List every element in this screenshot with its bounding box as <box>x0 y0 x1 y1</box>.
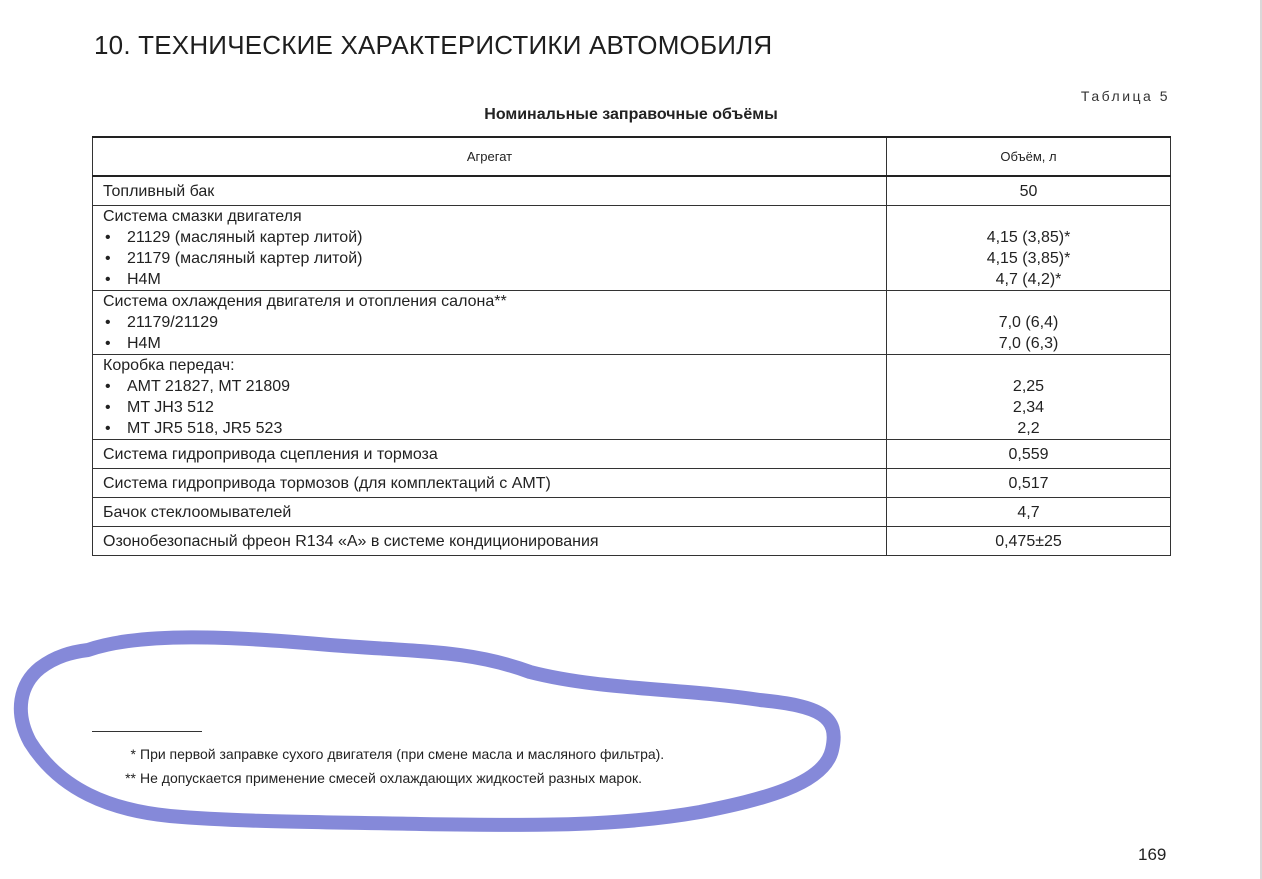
table-row <box>93 291 1171 355</box>
group-title: Коробка передач: <box>103 357 235 374</box>
row-value: 0,475±25 <box>887 527 1171 556</box>
footnotes <box>92 742 664 790</box>
section-title: 10. ТЕХНИЧЕСКИЕ ХАРАКТЕРИСТИКИ АВТОМОБИЛЯ <box>94 30 773 60</box>
list-item: • 21179/21129 <box>103 312 876 333</box>
group-title: Система охлаждения двигателя и отопления салона** <box>103 293 507 310</box>
list-item: • MT JH3 512 <box>103 397 876 418</box>
table-row <box>93 469 1171 498</box>
page-number: 169 <box>1138 845 1167 864</box>
list-item: • H4M <box>103 333 876 354</box>
group-title: Система смазки двигателя <box>103 208 302 225</box>
table-row <box>93 527 1171 556</box>
footnote <box>92 742 664 766</box>
row-value: 4,15 (3,85)* <box>986 229 1071 246</box>
row-value-group <box>887 355 1171 440</box>
row-value: 0,559 <box>887 440 1171 469</box>
row-label: Озонобезопасный фреон R134 «A» в системе кондиционирования <box>93 527 887 556</box>
row-value: 0,517 <box>887 469 1171 498</box>
footnote-mark: ** <box>125 770 136 786</box>
bullet-list <box>103 227 876 290</box>
row-value: 4,7 (4,2)* <box>995 271 1062 288</box>
table-row <box>93 176 1171 206</box>
table-header-row <box>93 137 1171 176</box>
footnote <box>92 766 664 790</box>
footnote-text: Не допускается применение смесей охлаждающих жидкостей разных марок. <box>140 770 643 786</box>
table-row <box>93 355 1171 440</box>
list-item: • H4M <box>103 269 876 290</box>
row-value-group <box>887 206 1171 291</box>
list-item: • AMT 21827, MT 21809 <box>103 376 876 397</box>
row-label-group <box>93 355 887 440</box>
table-row <box>93 206 1171 291</box>
table-row <box>93 498 1171 527</box>
table-number: Таблица 5 <box>1080 88 1170 104</box>
footnote-mark: * <box>130 746 136 762</box>
list-item: • 21179 (масляный картер литой) <box>103 248 876 269</box>
row-value: 4,7 <box>887 498 1171 527</box>
row-value: 4,15 (3,85)* <box>986 250 1071 267</box>
list-item: • 21129 (масляный картер литой) <box>103 227 876 248</box>
bullet-list <box>103 376 876 439</box>
header-unit: Агрегат <box>93 137 887 176</box>
footnote-divider <box>92 731 202 732</box>
row-label: Система гидропривода тормозов (для комплектаций с AMT) <box>93 469 887 498</box>
row-label-group <box>93 291 887 355</box>
row-label: Бачок стеклоомывателей <box>93 498 887 527</box>
row-label: Топливный бак <box>93 176 887 206</box>
row-label: Система гидропривода сцепления и тормоза <box>93 440 887 469</box>
row-value-group <box>887 291 1171 355</box>
header-volume: Объём, л <box>887 137 1171 176</box>
row-value: 2,2 <box>1017 420 1040 437</box>
row-value: 7,0 (6,4) <box>998 314 1059 331</box>
list-item: • MT JR5 518, JR5 523 <box>103 418 876 439</box>
row-value: 2,25 <box>1012 378 1045 395</box>
row-value: 2,34 <box>1012 399 1045 416</box>
table-row <box>93 440 1171 469</box>
row-value: 50 <box>887 176 1171 206</box>
capacities-table <box>92 136 1171 556</box>
bullet-list <box>103 312 876 354</box>
table-caption: Номинальные заправочные объёмы <box>484 106 778 123</box>
row-label-group <box>93 206 887 291</box>
footnote-text: При первой заправке сухого двигателя (при смене масла и масляного фильтра). <box>140 746 665 762</box>
row-value: 7,0 (6,3) <box>998 335 1059 352</box>
